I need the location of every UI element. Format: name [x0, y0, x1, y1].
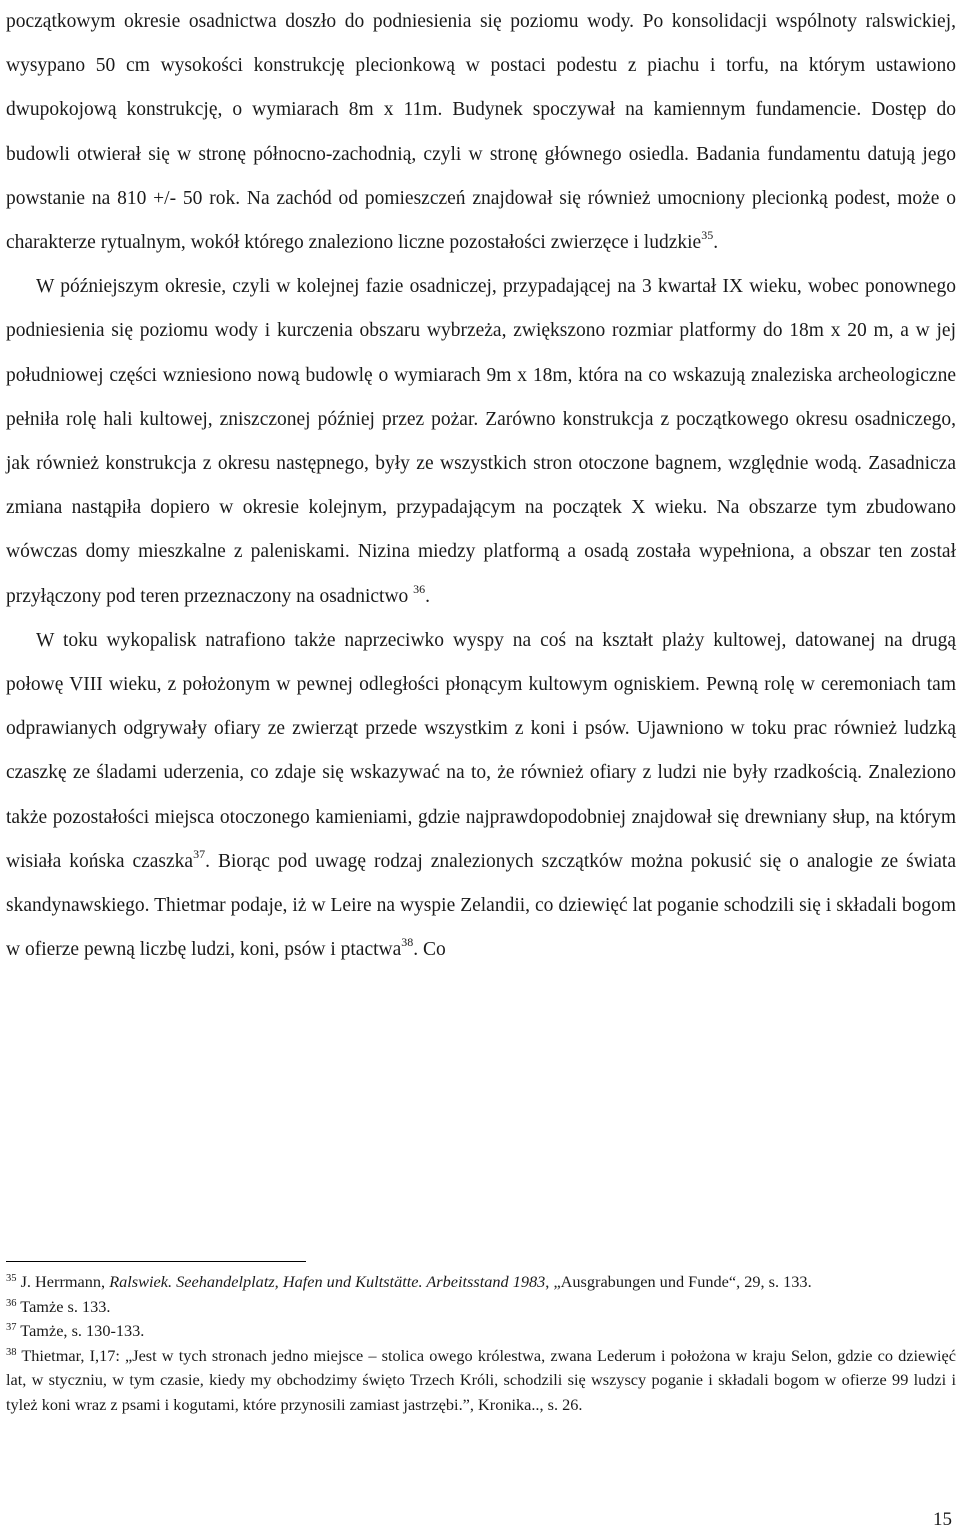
paragraph-2-end: . [425, 585, 431, 607]
footnote-37 [6, 1319, 956, 1344]
footnotes [6, 1270, 956, 1417]
footnote-number: 37 [6, 1322, 17, 1333]
footnote-ref-37[interactable]: 37 [193, 846, 206, 861]
paragraph-1 [6, 0, 956, 265]
footnote-number: 35 [6, 1273, 17, 1284]
paragraph-2-text: W późniejszym okresie, czyli w kolejnej fazie osadniczej, przypadającej na 3 kwartał IX wieku, wobec ponownego podniesienia się poziomu wody i kurczenia obszaru wybrzeża, zwiększono rozmiar platformy do 18m x 20 m, a w jej południowej części wzniesiono nową budowlę o wymiarach 9m x 18m, która na co wskazują znaleziska archeologiczne pełniła rolę hali kultowej, zniszczonej później przez pożar. Zarówno konstrukcja z początkowego okresu osadniczego, jak również konstrukcja z okresu następnego, były ze wszystkich stron otoczone bagnem, względnie wodą. Zasadnicza zmiana nastąpiła dopiero w okresie kolejnym, przypadającym na początek X wieku. Na obszarze tym zbudowano wówczas domy mieszkalne z paleniskami. Nizina miedzy platformą a osadą została wypełniona, a obszar ten został przyłączony pod teren przeznaczony na osadnictwo [6, 276, 956, 607]
footnote-title: Ralswiek. Seehandelplatz, Hafen und Kultstätte. Arbeitsstand 1983 [109, 1272, 546, 1291]
paragraph-3-text-b: . Biorąc pod uwagę rodzaj znalezionych szczątków można pokusić się o analogie ze świata skandynawskiego. Thietmar podaje, iż w Leire na wyspie Zelandii, co dziewięć lat poganie schodzili się i składali bogom w ofierze pewną liczbę ludzi, koni, psów i ptactwa [6, 850, 956, 961]
paragraph-1-text: początkowym okresie osadnictwa doszło do podniesienia się poziomu wody. Po konsolidacji wspólnoty ralswickiej, wysypano 50 cm wysokości konstrukcję plecionkową w postaci podestu z piachu i torfu, na którym ustawiono dwupokojową konstrukcję, o wymiarach 8m x 11m. Budynek spoczywał na kamiennym fundamencie. Dostęp do budowli otwierał się w stronę północno-zachodnią, czyli w stronę głównego osiedla. Badania fundamentu datują jego powstanie na 810 +/- 50 rok. Na zachód od pomieszczeń znajdował się również umocniony plecionką podest, może o charakterze rytualnym, wokół którego znaleziono liczne pozostałości zwierzęce i ludzkie [6, 11, 956, 254]
paragraph-3-text-c: . Co [413, 939, 446, 961]
paragraph-2 [6, 265, 956, 619]
footnote-ref-35[interactable]: 35 [701, 228, 714, 243]
footnote-text: Tamże s. 133. [16, 1296, 111, 1316]
page-number: 15 [933, 1509, 952, 1530]
footnote-number: 36 [6, 1297, 17, 1309]
document-page [6, 0, 956, 972]
footnote-text: Tamże, s. 130-133. [16, 1321, 145, 1340]
footnote-35 [6, 1270, 956, 1295]
footnote-36 [6, 1295, 956, 1320]
paragraph-1-end: . [713, 232, 719, 254]
footnote-ref-36[interactable]: 36 [413, 581, 426, 596]
main-text [6, 0, 956, 972]
footnote-text: J. Herrmann, [16, 1272, 110, 1291]
footnote-number: 38 [6, 1346, 17, 1358]
footnote-separator [6, 1261, 306, 1262]
footnote-ref-38[interactable]: 38 [401, 935, 414, 950]
footnote-38 [6, 1344, 956, 1418]
footnote-text: , „Ausgrabungen und Funde“, 29, s. 133. [545, 1272, 812, 1291]
paragraph-3 [6, 619, 956, 973]
footnote-text: Thietmar, I,17: „Jest w tych stronach jedno miejsce – stolica owego królestwa, zwana Lederum i położona w kraju Selon, gdzie co dziewięć lat, w styczniu, w tym czasie, kiedy my obchodzimy święto Trzech Króli, schodzili się wszyscy poganie i składali bogom w ofierze 99 ludzi i tyleż koni wraz z psami i kogutami, które przynosili zamiast jastrzębi.”, Kronika.., s. 26. [6, 1345, 956, 1414]
paragraph-3-text-a: W toku wykopalisk natrafiono także naprzeciwko wyspy na coś na kształt plaży kultowej, datowanej na drugą połowę VIII wieku, z położonym w pewnej odległości płonącym kultowym ogniskiem. Pewną rolę w ceremoniach tam odprawianych odgrywały ofiary ze zwierząt przede wszystkim z koni i psów. Ujawniono w toku prac również ludzką czaszkę ze śladami uderzenia, co zdaje się wskazywać na to, że również ofiary z ludzi nie były rzadkością. Znaleziono także pozostałości miejsca otoczonego kamieniami, gdzie najprawdopodobniej znajdował się drewniany słup, na którym wisiała końska czaszka [6, 629, 956, 872]
